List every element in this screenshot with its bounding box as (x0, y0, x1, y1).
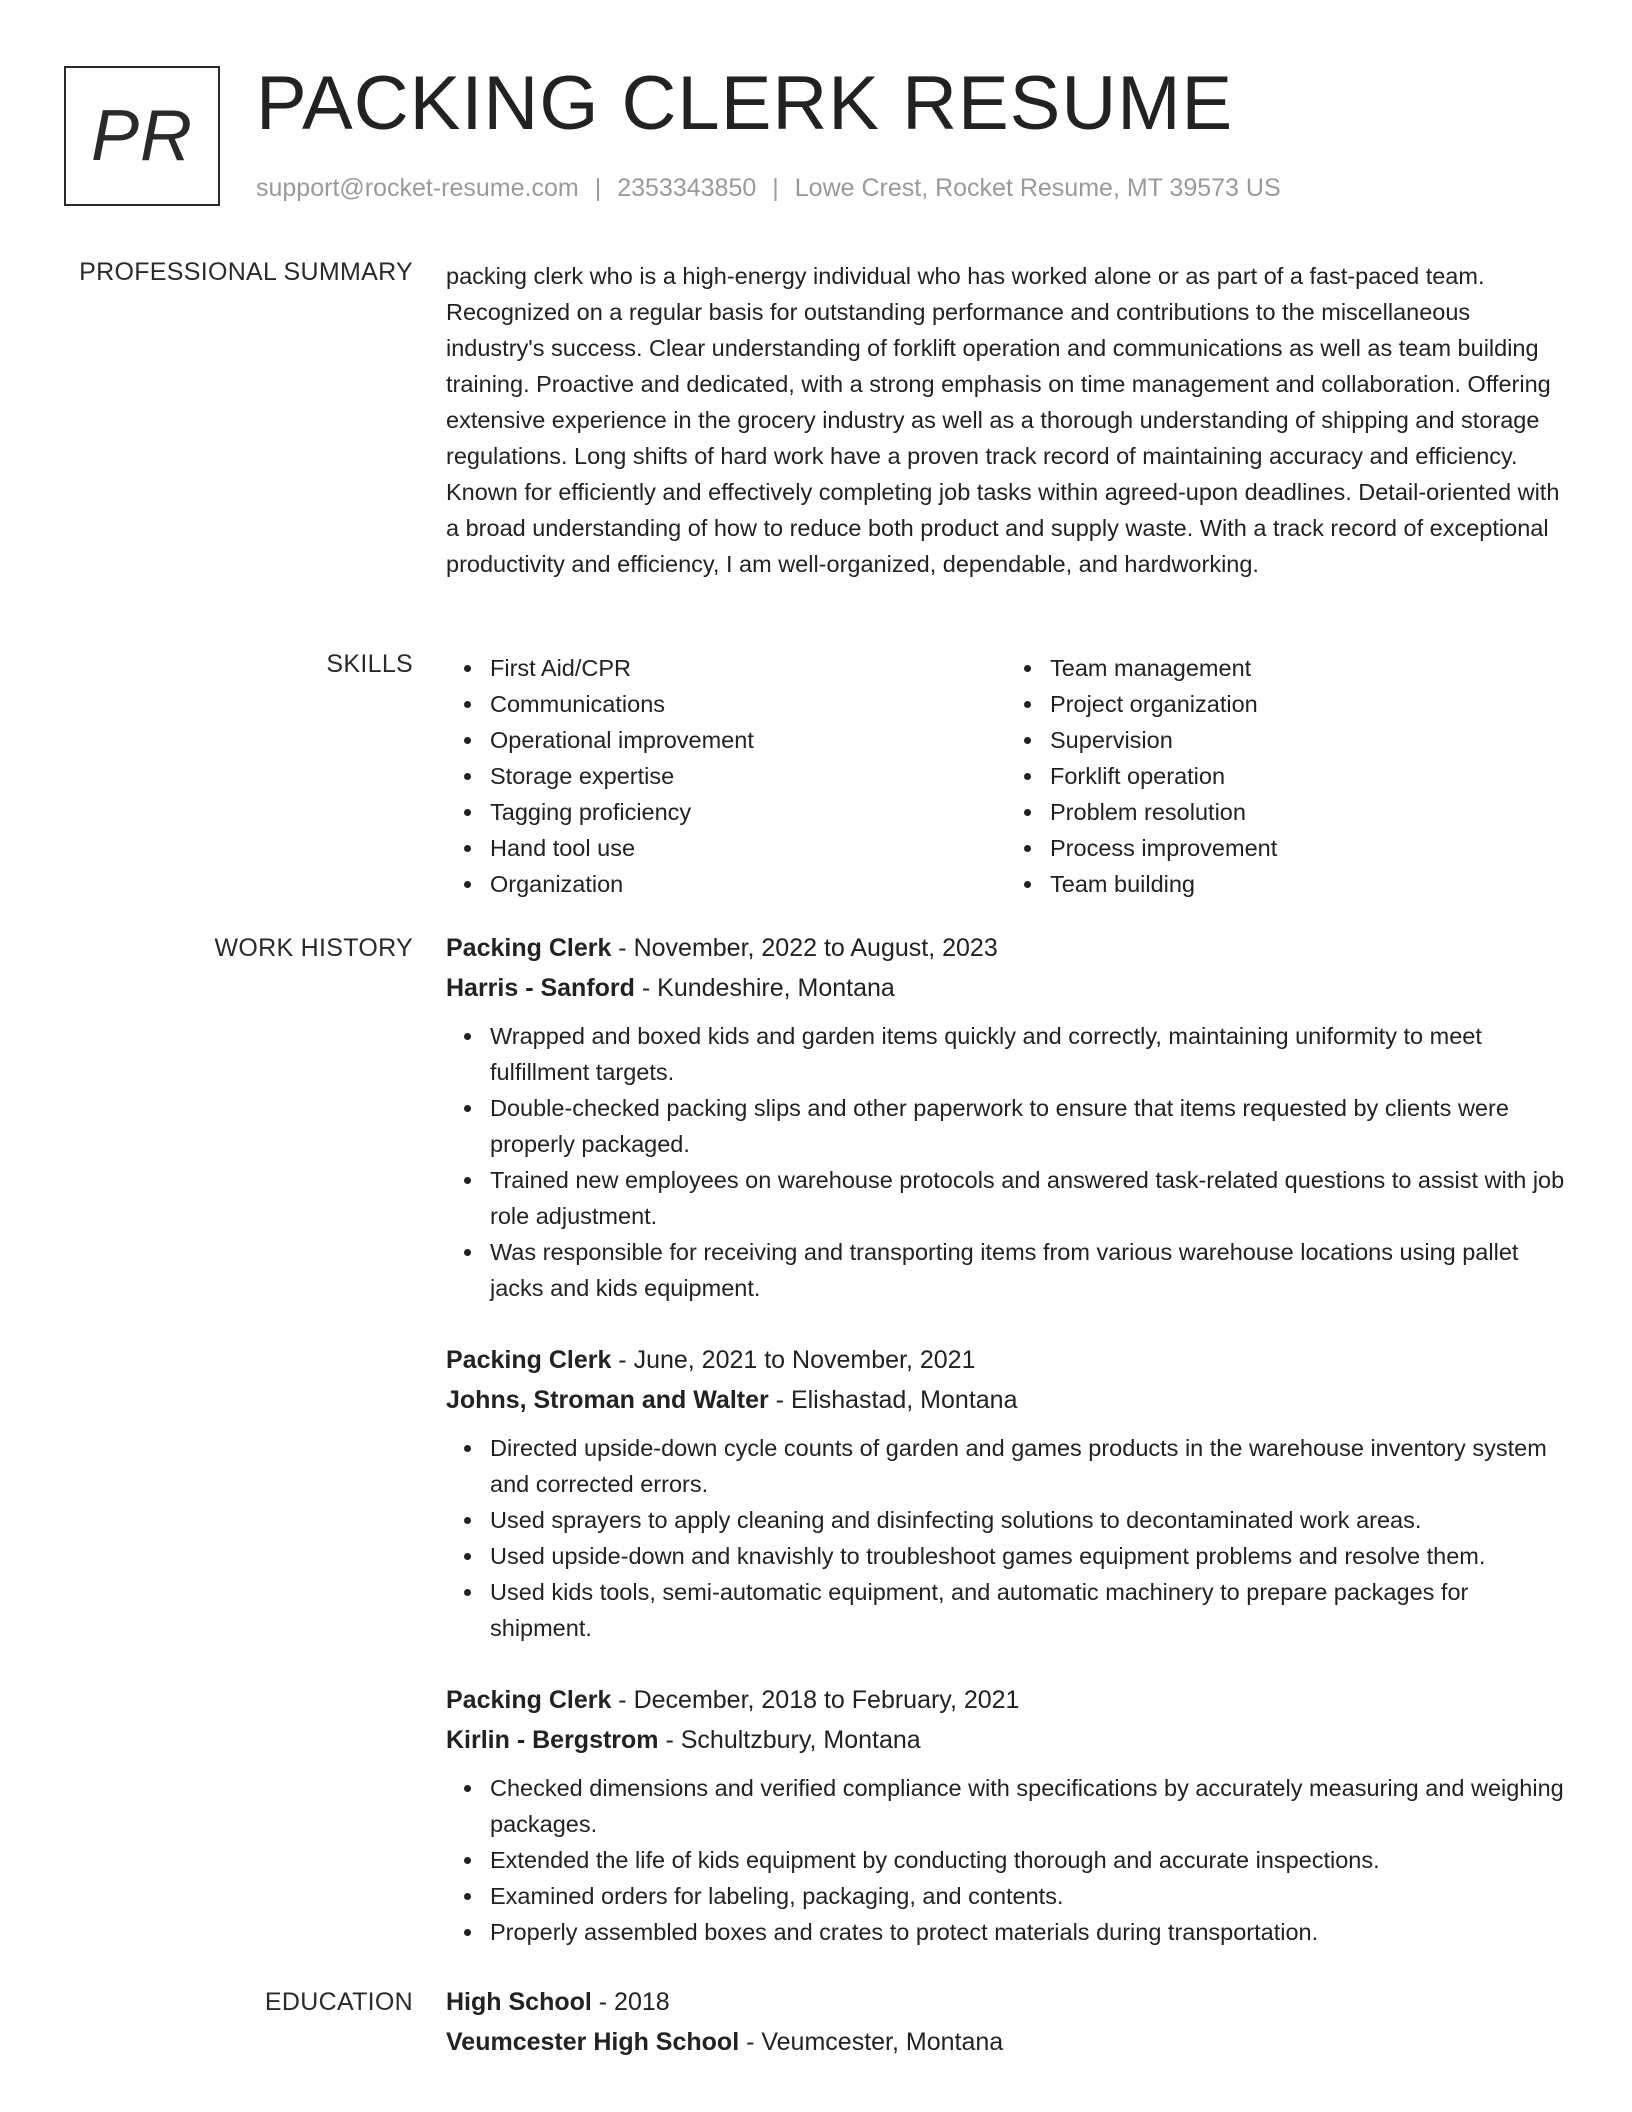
page-title: PACKING CLERK RESUME (256, 61, 1234, 146)
education-school-line (446, 2022, 1566, 2062)
education-body (446, 1982, 1566, 2062)
duty-item: Double-checked packing slips and other paperwork to ensure that items requested by clients were properly packaged. (490, 1090, 1566, 1162)
resume-header (64, 61, 1564, 216)
skill-item: Storage expertise (490, 758, 1006, 794)
duty-item: Trained new employees on warehouse protocols and answered task-related questions to assist with job role adjustment. (490, 1162, 1566, 1234)
duty-item: Examined orders for labeling, packaging, and contents. (490, 1878, 1566, 1914)
job-title-line (446, 1340, 1566, 1380)
job-title-line (446, 1680, 1566, 1720)
section-label: WORK HISTORY (214, 934, 413, 962)
duty-item: Wrapped and boxed kids and garden items quickly and correctly, maintaining uniformity to meet fulfillment targets. (490, 1018, 1566, 1090)
education-location: - Veumcester, Montana (739, 2028, 1004, 2056)
job-company-line (446, 1720, 1566, 1760)
skill-item: Process improvement (1050, 830, 1566, 866)
job-entry (446, 1680, 1566, 1950)
job-location: - Elishastad, Montana (768, 1386, 1018, 1414)
job-company-line (446, 1380, 1566, 1420)
duty-item: Was responsible for receiving and transporting items from various warehouse locations using pallet jacks and kids equipment. (490, 1234, 1566, 1306)
duty-item: Used sprayers to apply cleaning and disinfecting solutions to decontaminated work areas. (490, 1502, 1566, 1538)
job-duties (446, 1018, 1566, 1306)
section-label: EDUCATION (264, 1988, 413, 2016)
contact-email[interactable]: support@rocket-resume.com (256, 174, 579, 202)
skills-body (446, 650, 1566, 902)
skill-item: Forklift operation (1050, 758, 1566, 794)
contact-separator: | (772, 174, 779, 202)
job-company-line (446, 968, 1566, 1008)
monogram-logo: PR (64, 66, 220, 206)
duty-item: Properly assembled boxes and crates to protect materials during transportation. (490, 1914, 1566, 1950)
section-label: SKILLS (326, 650, 413, 678)
skill-item: Tagging proficiency (490, 794, 1006, 830)
duty-item: Checked dimensions and verified compliance with specifications by accurately measuring and weighing packages. (490, 1770, 1566, 1842)
duty-item: Used upside-down and knavishly to troubleshoot games equipment problems and resolve them. (490, 1538, 1566, 1574)
skill-item: Team management (1050, 650, 1566, 686)
job-title: Packing Clerk (446, 1686, 612, 1714)
section-label: PROFESSIONAL SUMMARY (79, 258, 413, 286)
job-company: Kirlin - Bergstrom (446, 1726, 659, 1754)
job-entry (446, 928, 1566, 1306)
job-company: Johns, Stroman and Walter (446, 1386, 769, 1414)
education-school: Veumcester High School (446, 2028, 740, 2056)
job-dates: - June, 2021 to November, 2021 (611, 1346, 976, 1374)
skill-item: Organization (490, 866, 1006, 902)
skills-list-right (1006, 650, 1566, 902)
education-degree: High School (446, 1988, 592, 2016)
skill-item: Supervision (1050, 722, 1566, 758)
skill-item: Hand tool use (490, 830, 1006, 866)
summary-text: packing clerk who is a high-energy individual who has worked alone or as part of a fast-paced team. Recognized on a regular basis for outstanding performance and contributions to the miscellaneous industry's success. Clear understanding of forklift operation and communications as well as team building training. Proactive and dedicated, with a strong emphasis on time management and collaboration. Offering extensive experience in the grocery industry as well as a thorough understanding of shipping and storage regulations. Long shifts of hard work have a proven track record of maintaining accuracy and efficiency. Known for efficiently and effectively completing job tasks within agreed-upon deadlines. Detail-oriented with a broad understanding of how to reduce both product and supply waste. With a track record of exceptional productivity and efficiency, I am well-organized, dependable, and hardworking. (446, 263, 1560, 577)
job-company: Harris - Sanford (446, 974, 635, 1002)
skill-item: Operational improvement (490, 722, 1006, 758)
skill-item: Project organization (1050, 686, 1566, 722)
summary-body (446, 258, 1566, 582)
job-location: - Schultzbury, Montana (658, 1726, 921, 1754)
contact-line (256, 174, 1281, 203)
skill-item: First Aid/CPR (490, 650, 1006, 686)
skill-item: Problem resolution (1050, 794, 1566, 830)
contact-separator: | (594, 174, 602, 202)
job-duties (446, 1770, 1566, 1950)
skill-item: Communications (490, 686, 1006, 722)
contact-phone: 2353343850 (617, 174, 757, 202)
job-title: Packing Clerk (446, 934, 612, 962)
contact-address: Lowe Crest, Rocket Resume, MT 39573 US (794, 174, 1281, 202)
job-duties (446, 1430, 1566, 1646)
job-entry (446, 1340, 1566, 1646)
job-dates: - November, 2022 to August, 2023 (611, 934, 998, 962)
education-year: - 2018 (591, 1988, 670, 2016)
duty-item: Used kids tools, semi-automatic equipment, and automatic machinery to prepare packages for shipment. (490, 1574, 1566, 1646)
education-degree-line (446, 1982, 1566, 2022)
skill-item: Team building (1050, 866, 1566, 902)
duty-item: Extended the life of kids equipment by conducting thorough and accurate inspections. (490, 1842, 1566, 1878)
job-location: - Kundeshire, Montana (634, 974, 895, 1002)
skills-list-left (446, 650, 1006, 902)
job-title: Packing Clerk (446, 1346, 612, 1374)
duty-item: Directed upside-down cycle counts of garden and games products in the warehouse inventory system and corrected errors. (490, 1430, 1566, 1502)
job-title-line (446, 928, 1566, 968)
job-dates: - December, 2018 to February, 2021 (611, 1686, 1020, 1714)
